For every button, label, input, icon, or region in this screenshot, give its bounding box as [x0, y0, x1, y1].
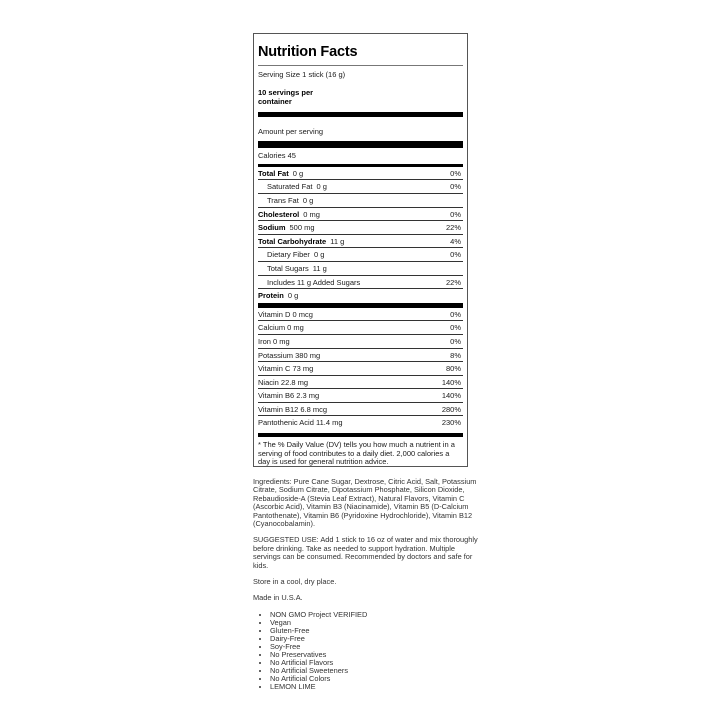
nutrient-amount: 0 g	[313, 250, 325, 260]
nutrient-label: Saturated Fat	[267, 182, 313, 192]
nutrient-name	[258, 210, 320, 219]
nutrient-label: Sodium	[258, 223, 286, 233]
feature-item: • No Artificial Flavors	[270, 659, 478, 667]
nutrient-label: Trans Fat	[267, 195, 299, 205]
feature-item: • Gluten-Free	[270, 627, 478, 635]
vitamin-list	[258, 308, 463, 430]
vitamin-row	[258, 362, 463, 376]
feature-item: • LEMON LIME	[270, 683, 478, 691]
feature-item: • Vegan	[270, 619, 478, 627]
nutrient-name	[258, 250, 324, 259]
product-info	[253, 478, 478, 691]
vitamin-name: Vitamin C 73 mg	[258, 364, 314, 374]
nutrient-row	[258, 262, 463, 276]
vitamin-dv: 0%	[450, 336, 461, 346]
daily-value-footnote: * The % Daily Value (DV) tells you how much a nutrient in a serving of food contributes to a daily diet. 2,000 calories a day is used for general nutrition advice.	[258, 440, 455, 467]
nutrient-amount: 500 mg	[289, 223, 315, 233]
nutrient-name	[258, 278, 360, 287]
vitamin-row	[258, 416, 463, 430]
vitamin-name: Calcium 0 mg	[258, 323, 304, 333]
nutrient-amount: 11 g	[330, 236, 345, 246]
vitamin-dv: 8%	[450, 350, 461, 360]
vitamin-name: Iron 0 mg	[258, 336, 290, 346]
nutrient-dv: 22%	[445, 277, 461, 287]
amount-per-serving: Amount per serving	[258, 126, 324, 136]
vitamin-dv: 140%	[441, 391, 461, 401]
suggested-use: SUGGESTED USE: Add 1 stick to 16 oz of water and mix thoroughly before drinking. Take as needed to support hydration. Multiple servings can be consumed. Recommended by doctors and safe for kids.	[253, 535, 478, 570]
nutrient-label: Total Sugars	[267, 263, 309, 273]
nutrient-dv: 4%	[450, 236, 461, 246]
vitamin-dv: 280%	[441, 404, 461, 414]
vitamin-name: Vitamin B12 6.8 mcg	[258, 404, 328, 414]
nutrient-row	[258, 194, 463, 208]
vitamin-name: Vitamin B6 2.3 mg	[258, 391, 320, 401]
nutrient-label: Total Fat	[258, 168, 289, 178]
nutrient-name	[258, 196, 313, 205]
nutrient-name	[258, 264, 327, 273]
nutrient-row	[258, 276, 463, 290]
nutrient-list	[258, 167, 463, 303]
nutrient-label: Total Carbohydrate	[258, 236, 327, 246]
feature-list	[253, 611, 478, 691]
nutrient-dv: 22%	[445, 223, 461, 233]
vitamin-name: Pantothenic Acid 11.4 mg	[258, 418, 343, 428]
nutrient-label: Dietary Fiber	[267, 250, 310, 260]
feature-item: • No Artificial Colors	[270, 675, 478, 683]
vitamin-dv: 80%	[445, 364, 461, 374]
nutrient-row	[258, 221, 463, 235]
nutrient-row	[258, 167, 463, 181]
nutrient-amount: 0 mg	[303, 209, 320, 219]
vitamin-dv: 0%	[450, 309, 461, 319]
nutrient-row	[258, 248, 463, 262]
nutrient-amount: 0 g	[302, 195, 314, 205]
vitamin-row	[258, 376, 463, 390]
thick-rule	[258, 141, 463, 148]
feature-item: • Dairy-Free	[270, 635, 478, 643]
vitamin-dv: 230%	[441, 418, 461, 428]
nutrient-row	[258, 235, 463, 249]
vitamin-row	[258, 403, 463, 417]
nutrient-name	[258, 169, 303, 178]
nutrient-name	[258, 182, 327, 191]
feature-item: • Soy-Free	[270, 643, 478, 651]
vitamin-row	[258, 389, 463, 403]
thick-rule	[258, 112, 463, 117]
nutrient-row	[258, 180, 463, 194]
nutrient-amount: 0 g	[292, 168, 304, 178]
nutrient-amount: 0 g	[287, 291, 299, 301]
made-in: Made in U.S.A.	[253, 593, 303, 603]
vitamin-dv: 0%	[450, 323, 461, 333]
feature-item: • No Preservatives	[270, 651, 478, 659]
nutrient-label: Protein	[258, 291, 284, 301]
nutrient-row	[258, 289, 463, 303]
feature-item: • NON GMO Project VERIFIED	[270, 611, 478, 619]
vitamin-name: Potassium 380 mg	[258, 350, 321, 360]
ingredients: Ingredients: Pure Cane Sugar, Dextrose, Citric Acid, Salt, Potassium Citrate, Sodium Citrate, Dipotassium Phosphate, Silicon Dioxide, Rebaudioside-A (Stevia Leaf Extract), Natural Flavors, Vitamin C (Ascorbic Acid), Vitamin B3 (Niacinamide), Vitamin B5 (D-Calcium Pantothenate), Vitamin B6 (Pyridoxine Hydrochloride), Vitamin B12 (Cyanocobalamin).	[253, 477, 477, 529]
vitamin-row	[258, 335, 463, 349]
nutrient-amount: 11 g	[312, 263, 327, 273]
vitamin-row	[258, 321, 463, 335]
nutrient-amount: 0 g	[316, 182, 327, 192]
nutrition-title: Nutrition Facts	[258, 44, 358, 60]
serving-size: Serving Size 1 stick (16 g)	[258, 69, 346, 79]
nutrient-label: Cholesterol	[258, 209, 300, 219]
nutrient-name	[258, 237, 344, 246]
vitamin-dv: 140%	[441, 377, 461, 387]
nutrient-row	[258, 208, 463, 222]
nutrient-dv: 0%	[450, 209, 461, 219]
vitamin-row	[258, 349, 463, 363]
thick-rule	[258, 433, 463, 437]
nutrient-label: Includes 11 g Added Sugars	[267, 277, 361, 287]
feature-item: • No Artificial Sweeteners	[270, 667, 478, 675]
nutrient-name	[258, 223, 315, 232]
nutrient-dv: 0%	[450, 182, 461, 192]
calories: Calories 45	[258, 150, 296, 160]
vitamin-name: Niacin 22.8 mg	[258, 377, 309, 387]
nutrient-dv: 0%	[450, 168, 461, 178]
servings-per-container: 10 servings per container	[258, 87, 314, 106]
divider	[258, 65, 463, 66]
nutrient-name	[258, 291, 298, 300]
vitamin-name: Vitamin D 0 mcg	[258, 309, 313, 319]
vitamin-row	[258, 308, 463, 322]
nutrient-dv: 0%	[450, 250, 461, 260]
storage-note: Store in a cool, dry place.	[253, 577, 337, 587]
nutrition-facts-panel	[253, 33, 468, 467]
